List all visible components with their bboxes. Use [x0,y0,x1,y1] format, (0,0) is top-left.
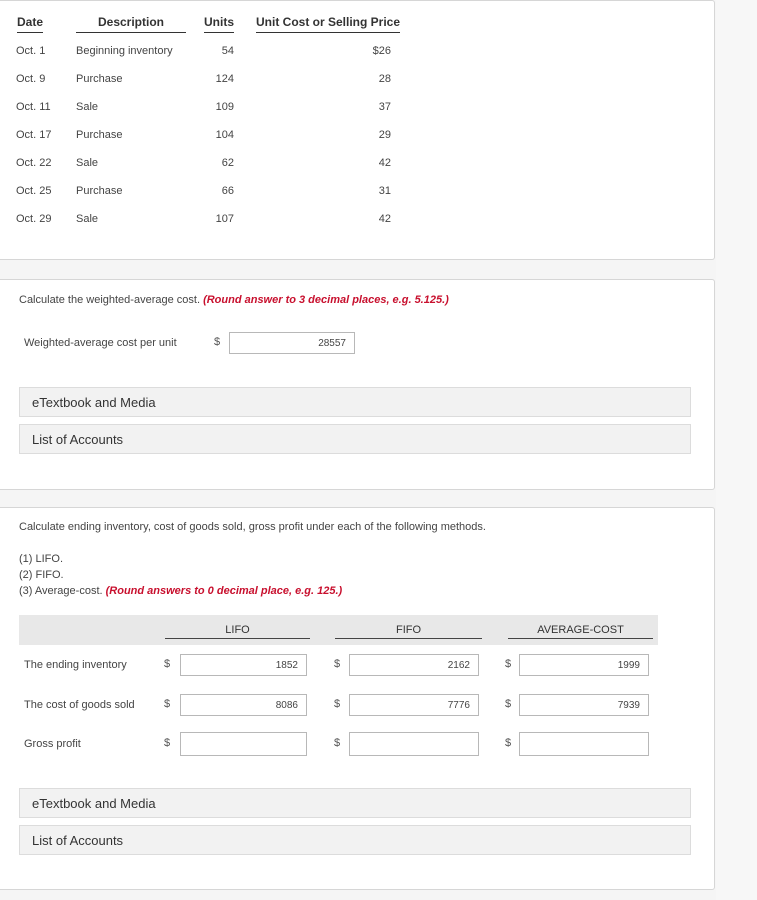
row-7-description: Sale [76,213,99,225]
row-3-description: Sale [76,101,99,113]
row-7-units: 107 [215,213,234,225]
gross-profit-avg-input[interactable] [519,732,649,756]
weighted-prompt: Calculate the weighted-average cost. [19,294,200,306]
row-6-units: 66 [221,185,234,197]
row-1-price: $26 [372,45,391,57]
method-average-item [19,585,342,597]
row-5-description: Sale [76,157,99,169]
ending-inventory-fifo-dollar: $ [334,658,341,670]
list-of-accounts-button-2[interactable]: List of Accounts [19,825,691,855]
methods-prompt: Calculate ending inventory, cost of goods sold, gross profit under each of the following methods. [19,521,486,533]
header-date: Date [17,15,43,33]
header-units: Units [204,15,234,33]
row-2-units: 124 [215,73,234,85]
row-5-date: Oct. 22 [16,157,52,169]
row-5-price: 42 [378,157,391,169]
row-1-description: Beginning inventory [76,45,173,57]
row-2-description: Purchase [76,73,123,85]
row-1-date: Oct. 1 [16,45,46,57]
row-3-date: Oct. 11 [16,101,51,113]
ending-inventory-lifo-dollar: $ [164,658,171,670]
gross-profit-fifo-input[interactable] [349,732,479,756]
column-lifo: LIFO [165,624,310,639]
ending-inventory-lifo-input[interactable]: 1852 [180,654,307,676]
header-description: Description [76,15,186,33]
ending-inventory-avg-input[interactable]: 1999 [519,654,649,676]
ending-inventory-avg-dollar: $ [505,658,512,670]
gross-profit-label: Gross profit [24,738,81,750]
weighted-rounding-note: (Round answer to 3 decimal places, e.g. 5.125.) [203,294,449,306]
column-average-cost: AVERAGE-COST [508,624,653,639]
row-2-date: Oct. 9 [16,73,46,85]
row-4-units: 104 [215,129,234,141]
row-6-price: 31 [378,185,391,197]
method-fifo-item: (2) FIFO. [19,569,64,581]
list-of-accounts-button[interactable]: List of Accounts [19,424,691,454]
gross-profit-avg-dollar: $ [505,737,512,749]
row-4-description: Purchase [76,129,123,141]
weighted-average-card [0,279,715,490]
weighted-dollar-sign: $ [214,336,221,348]
cogs-lifo-input[interactable]: 8086 [180,694,307,716]
weighted-cost-input[interactable]: 28557 [229,332,355,354]
cogs-avg-input[interactable]: 7939 [519,694,649,716]
weighted-question [19,294,449,306]
cogs-fifo-input[interactable]: 7776 [349,694,479,716]
ending-inventory-fifo-input[interactable]: 2162 [349,654,479,676]
cogs-fifo-dollar: $ [334,698,341,710]
row-3-units: 109 [215,101,234,113]
cogs-lifo-dollar: $ [164,698,171,710]
methods-rounding-note: (Round answers to 0 decimal place, e.g. 125.) [105,585,343,597]
gross-profit-lifo-dollar: $ [164,737,171,749]
row-1-units: 54 [221,45,234,57]
row-3-price: 37 [378,101,391,113]
gross-profit-lifo-input[interactable] [180,732,307,756]
method-average-label: (3) Average-cost. [19,585,103,597]
cogs-avg-dollar: $ [505,698,512,710]
row-7-price: 42 [378,213,391,225]
row-4-price: 29 [378,129,391,141]
row-5-units: 62 [221,157,234,169]
weighted-cost-label: Weighted-average cost per unit [24,337,177,349]
methods-card [0,507,715,890]
gross-profit-fifo-dollar: $ [334,737,341,749]
method-lifo-item: (1) LIFO. [19,553,64,565]
column-fifo: FIFO [335,624,482,639]
right-margin [716,0,757,900]
row-7-date: Oct. 29 [16,213,52,225]
etextbook-media-button-2[interactable]: eTextbook and Media [19,788,691,818]
ending-inventory-label: The ending inventory [24,659,127,671]
etextbook-media-button[interactable]: eTextbook and Media [19,387,691,417]
cogs-label: The cost of goods sold [24,699,135,711]
row-6-date: Oct. 25 [16,185,52,197]
row-4-date: Oct. 17 [16,129,52,141]
row-2-price: 28 [378,73,391,85]
row-6-description: Purchase [76,185,123,197]
transactions-card [0,0,715,260]
header-price: Unit Cost or Selling Price [256,15,400,33]
